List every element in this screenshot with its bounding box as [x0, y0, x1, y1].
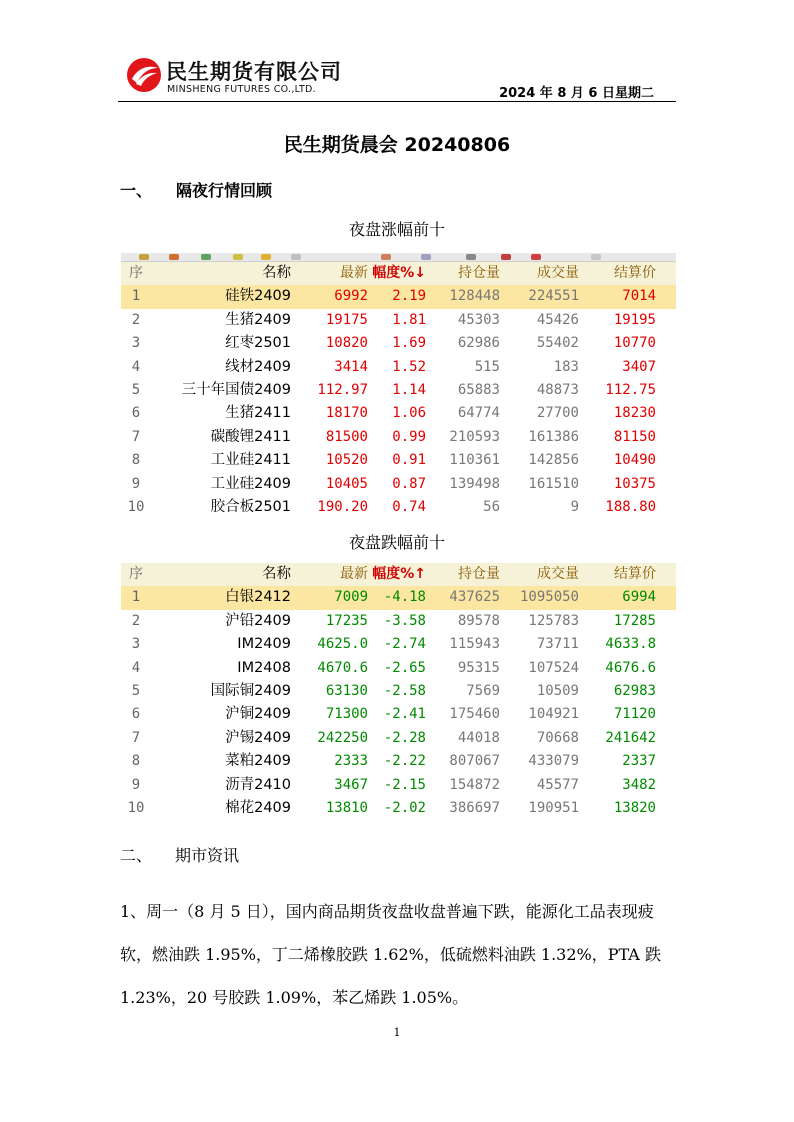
row-volume: 161386: [528, 428, 579, 445]
row-volume: 45577: [536, 776, 579, 793]
row-seq: 10: [127, 498, 145, 515]
table-row[interactable]: [121, 285, 676, 308]
row-open-interest: 128448: [449, 288, 500, 305]
row-volume: 9: [570, 498, 579, 515]
row-volume: 27700: [536, 405, 579, 422]
row-name: 沪锡2409: [225, 729, 291, 746]
row-settle: 10375: [613, 475, 656, 492]
row-seq: 7: [131, 729, 141, 746]
row-seq: 2: [131, 311, 141, 328]
row-last: 242250: [317, 729, 368, 746]
table-row[interactable]: [121, 657, 676, 680]
row-change: 1.14: [392, 381, 426, 398]
company-name-cn: 民生期货有限公司: [166, 60, 342, 84]
row-settle: 2337: [622, 753, 656, 770]
table-row[interactable]: [121, 332, 676, 355]
gainers-caption: 夜盘涨幅前十: [348, 220, 445, 239]
row-volume: 48873: [536, 381, 579, 398]
row-last: 2333: [334, 753, 368, 770]
row-last: 17235: [325, 612, 368, 629]
row-settle: 81150: [613, 428, 656, 445]
row-settle: 18230: [613, 405, 656, 422]
row-seq: 8: [131, 452, 141, 469]
col-last: 最新: [340, 265, 368, 281]
col-open-interest: 持仓量: [458, 566, 500, 582]
row-change: 0.74: [392, 498, 426, 515]
row-seq: 4: [131, 659, 141, 676]
row-change: 1.52: [392, 358, 426, 375]
row-name: 沥青2410: [225, 776, 291, 793]
row-settle: 13820: [613, 799, 656, 816]
row-change: 0.91: [392, 452, 426, 469]
row-open-interest: 154872: [449, 776, 500, 793]
table-header: [121, 262, 676, 285]
row-name: 硅铁2409: [225, 288, 291, 305]
row-seq: 5: [131, 381, 141, 398]
table-row[interactable]: [121, 496, 676, 519]
row-volume: 1095050: [519, 589, 579, 606]
table-row[interactable]: [121, 356, 676, 379]
row-settle: 10770: [613, 335, 656, 352]
table-row[interactable]: [121, 727, 676, 750]
row-name: 工业硅2411: [210, 452, 291, 469]
table-row[interactable]: [121, 680, 676, 703]
row-seq: 9: [131, 475, 141, 492]
row-last: 10520: [325, 452, 368, 469]
row-name: 工业硅2409: [210, 475, 291, 492]
row-name: 沪铜2409: [225, 706, 291, 723]
row-volume: 190951: [528, 799, 579, 816]
row-change: -2.22: [383, 753, 426, 770]
table-row[interactable]: [121, 379, 676, 402]
row-seq: 9: [131, 776, 141, 793]
row-seq: 5: [131, 682, 141, 699]
table-row[interactable]: [121, 309, 676, 332]
row-name: 白银2412: [225, 589, 291, 606]
col-seq: 序: [129, 265, 143, 281]
row-volume: 433079: [528, 753, 579, 770]
row-change: -2.28: [383, 729, 426, 746]
row-volume: 224551: [528, 288, 579, 305]
row-change: 1.81: [392, 311, 426, 328]
section-number: 二、: [120, 846, 153, 865]
row-last: 10820: [325, 335, 368, 352]
row-open-interest: 386697: [449, 799, 500, 816]
row-open-interest: 139498: [449, 475, 500, 492]
table-row[interactable]: [121, 774, 676, 797]
col-name: 名称: [262, 265, 291, 281]
row-name: 生猪2411: [225, 405, 291, 422]
row-name: 碳酸锂2411: [210, 428, 291, 445]
section-label: 期市资讯: [175, 846, 240, 865]
row-open-interest: 437625: [449, 589, 500, 606]
row-last: 112.97: [317, 381, 368, 398]
row-last: 4625.0: [317, 636, 368, 653]
row-name: 红枣2501: [225, 335, 291, 352]
section-number: 一、: [120, 181, 153, 200]
row-volume: 142856: [528, 452, 579, 469]
company-name-en: MINSHENG FUTURES CO.,LTD.: [167, 84, 316, 95]
toolbar-strip: [121, 253, 676, 262]
losers-caption: 夜盘跌幅前十: [348, 533, 445, 552]
row-volume: 183: [553, 358, 579, 375]
row-name: 沪铅2409: [225, 612, 291, 629]
table-header: [121, 563, 676, 586]
row-last: 19175: [325, 311, 368, 328]
table-row[interactable]: [121, 750, 676, 773]
page-title: 民生期货晨会 20240806: [283, 134, 511, 156]
row-seq: 6: [131, 405, 141, 422]
row-last: 71300: [325, 706, 368, 723]
row-seq: 7: [131, 428, 141, 445]
col-name: 名称: [262, 566, 291, 582]
row-seq: 4: [131, 358, 141, 375]
row-change: -2.74: [383, 636, 426, 653]
row-settle: 17285: [613, 612, 656, 629]
row-volume: 73711: [536, 636, 579, 653]
row-volume: 104921: [528, 706, 579, 723]
row-last: 13810: [325, 799, 368, 816]
row-volume: 125783: [528, 612, 579, 629]
row-seq: 3: [131, 335, 141, 352]
row-open-interest: 64774: [457, 405, 500, 422]
row-open-interest: 56: [483, 498, 500, 515]
table-row[interactable]: [121, 633, 676, 656]
row-last: 3414: [334, 358, 368, 375]
gainers-table: [121, 253, 676, 519]
row-settle: 3407: [622, 358, 656, 375]
row-name: 棉花2409: [225, 799, 291, 816]
row-last: 10405: [325, 475, 368, 492]
row-volume: 161510: [528, 475, 579, 492]
col-volume: 成交量: [537, 566, 579, 582]
row-settle: 7014: [622, 288, 656, 305]
row-settle: 6994: [622, 589, 656, 606]
row-open-interest: 110361: [449, 452, 500, 469]
row-settle: 19195: [613, 311, 656, 328]
table-row[interactable]: [121, 426, 676, 449]
row-open-interest: 95315: [457, 659, 500, 676]
row-settle: 241642: [605, 729, 656, 746]
table-row[interactable]: [121, 473, 676, 496]
row-change: -2.65: [383, 659, 426, 676]
row-name: IM2409: [237, 636, 291, 653]
row-name: 胶合板2501: [210, 498, 291, 515]
row-change: 1.06: [392, 405, 426, 422]
row-settle: 112.75: [605, 381, 656, 398]
row-seq: 10: [127, 799, 145, 816]
row-last: 3467: [334, 776, 368, 793]
row-open-interest: 175460: [449, 706, 500, 723]
row-open-interest: 45303: [457, 311, 500, 328]
col-settle: 结算价: [614, 265, 656, 281]
row-settle: 4633.8: [605, 636, 656, 653]
col-seq: 序: [129, 566, 143, 582]
table-row[interactable]: [121, 797, 676, 820]
col-change-sort[interactable]: 幅度%↑: [372, 566, 426, 582]
col-volume: 成交量: [537, 265, 579, 281]
row-seq: 6: [131, 706, 141, 723]
row-name: 生猪2409: [225, 311, 291, 328]
row-open-interest: 115943: [449, 636, 500, 653]
row-seq: 2: [131, 612, 141, 629]
section-label: 隔夜行情回顾: [176, 181, 273, 200]
row-volume: 70668: [536, 729, 579, 746]
row-last: 18170: [325, 405, 368, 422]
row-open-interest: 65883: [457, 381, 500, 398]
row-open-interest: 210593: [449, 428, 500, 445]
row-settle: 71120: [613, 706, 656, 723]
losers-table: [121, 563, 676, 820]
row-seq: 3: [131, 636, 141, 653]
row-last: 4670.6: [317, 659, 368, 676]
row-change: 1.69: [392, 335, 426, 352]
row-settle: 62983: [613, 682, 656, 699]
row-change: -2.41: [383, 706, 426, 723]
row-last: 7009: [334, 589, 368, 606]
row-volume: 45426: [536, 311, 579, 328]
row-settle: 188.80: [605, 498, 656, 515]
row-volume: 10509: [536, 682, 579, 699]
row-change: -2.15: [383, 776, 426, 793]
row-last: 81500: [325, 428, 368, 445]
page-number: 1: [393, 1026, 401, 1039]
row-open-interest: 44018: [457, 729, 500, 746]
row-last: 6992: [334, 288, 368, 305]
col-last: 最新: [340, 566, 368, 582]
row-volume: 55402: [536, 335, 579, 352]
row-change: 2.19: [392, 288, 426, 305]
section-heading-1: [120, 178, 272, 201]
col-open-interest: 持仓量: [458, 265, 500, 281]
row-change: 0.99: [392, 428, 426, 445]
table-row[interactable]: [121, 586, 676, 609]
row-change: 0.87: [392, 475, 426, 492]
row-seq: 1: [131, 288, 141, 305]
row-change: -2.58: [383, 682, 426, 699]
col-settle: 结算价: [614, 566, 656, 582]
row-settle: 4676.6: [605, 659, 656, 676]
row-name: 线材2409: [225, 358, 291, 375]
table-row[interactable]: [121, 703, 676, 726]
section-heading-2: [120, 843, 239, 866]
col-change-sort[interactable]: 幅度%↓: [372, 265, 426, 281]
row-open-interest: 807067: [449, 753, 500, 770]
row-open-interest: 515: [474, 358, 500, 375]
row-seq: 8: [131, 753, 141, 770]
page-header: [118, 55, 676, 102]
news-paragraph: 1、周一（8 月 5 日），国内商品期货夜盘收盘普遍下跌，能源化工品表现疲软，燃油跌 1.95%，丁二烯橡胶跌 1.62%，低硫燃料油跌 1.32%，PTA 跌 1.23%，20 号胶跌 1.09%，苯乙烯跌 1.05%。: [120, 902, 661, 1007]
row-volume: 107524: [528, 659, 579, 676]
row-open-interest: 7569: [466, 682, 500, 699]
row-open-interest: 89578: [457, 612, 500, 629]
row-settle: 10490: [613, 452, 656, 469]
row-name: 国际铜2409: [210, 682, 291, 699]
table-row[interactable]: [121, 610, 676, 633]
row-last: 190.20: [317, 498, 368, 515]
row-open-interest: 62986: [457, 335, 500, 352]
table-row[interactable]: [121, 449, 676, 472]
row-change: -3.58: [383, 612, 426, 629]
row-name: 三十年国债2409: [181, 381, 291, 398]
row-name: IM2408: [237, 659, 291, 676]
minsheng-logo-icon: [126, 57, 162, 93]
row-seq: 1: [131, 589, 141, 606]
row-name: 菜粕2409: [225, 753, 291, 770]
row-change: -4.18: [383, 589, 426, 606]
row-settle: 3482: [622, 776, 656, 793]
row-change: -2.02: [383, 799, 426, 816]
table-row[interactable]: [121, 402, 676, 425]
row-last: 63130: [325, 682, 368, 699]
report-date: 2024 年 8 月 6 日星期二: [499, 86, 654, 101]
